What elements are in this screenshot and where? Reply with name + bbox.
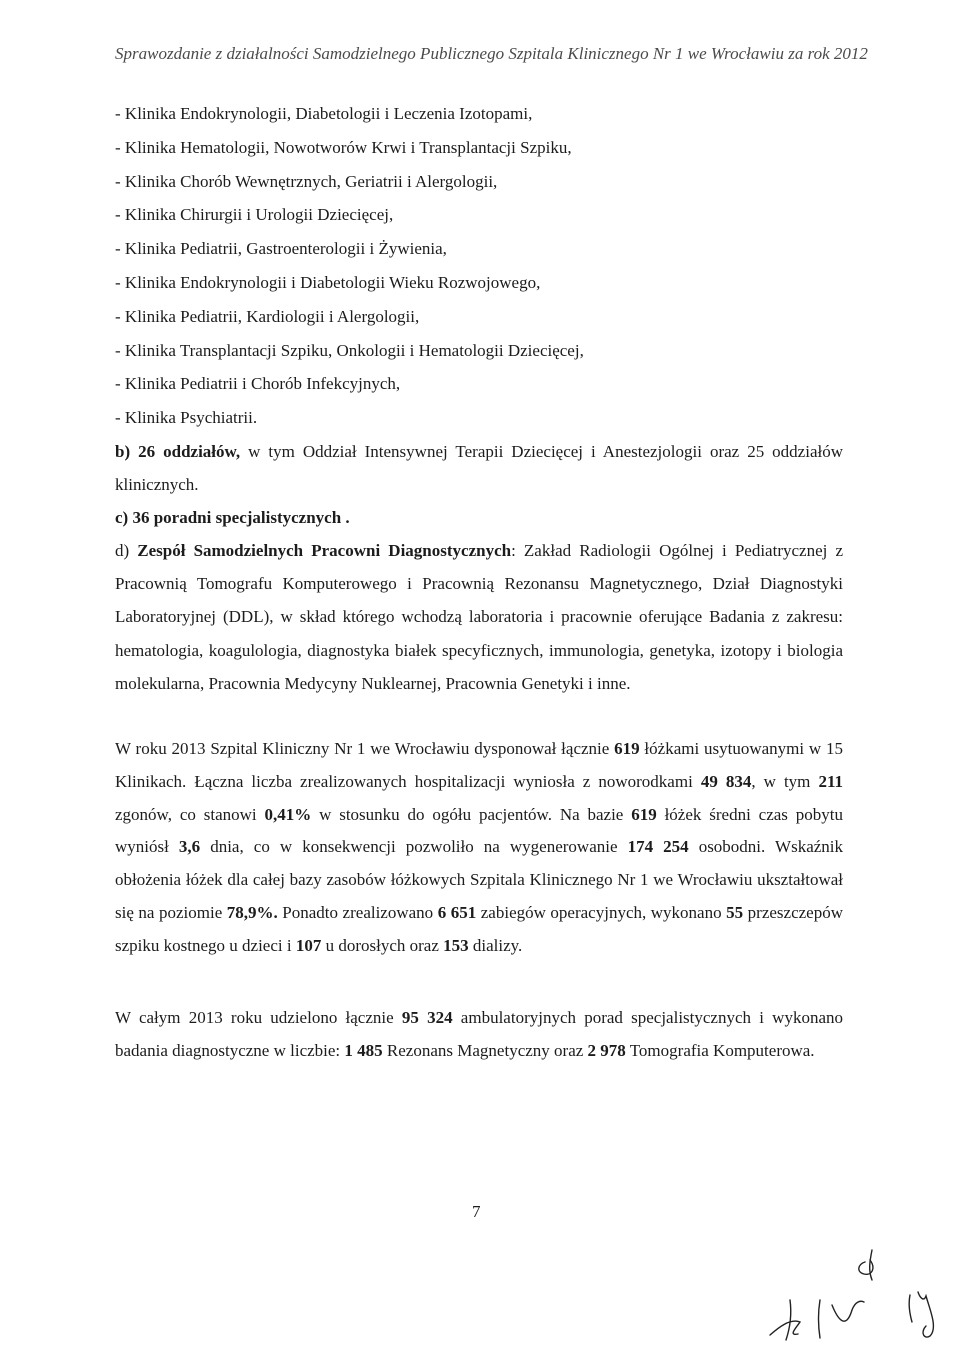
- summary-value: 619: [631, 804, 657, 824]
- list-item: - Klinika Pediatrii, Kardiologii i Alergologii,: [115, 306, 420, 326]
- summary-value: 3,6: [178, 837, 201, 857]
- list-item: - Klinika Psychiatrii.: [115, 408, 258, 428]
- summary-value: 153: [443, 935, 469, 955]
- list-item: - Klinika Chorób Wewnętrznych, Geriatrii i Alergologii,: [115, 171, 498, 191]
- ambulatory-value: 1 485: [344, 1041, 383, 1060]
- ambulatory-value: 95 324: [401, 1008, 453, 1027]
- handwritten-signature: [760, 1240, 950, 1350]
- summary-value: 211: [818, 771, 843, 791]
- ambulatory-text: W całym 2013 roku udzielono łącznie: [115, 1008, 402, 1027]
- section-c: [115, 501, 843, 534]
- list-item: - Klinika Endokrynologii, Diabetologii i Leczenia Izotopami,: [115, 104, 533, 123]
- summary-text: u dorosłych oraz: [321, 935, 444, 955]
- section-b: [115, 435, 843, 501]
- section-b-text: w tym Oddział Intensywnej Terapii Dziecięcej i Anestezjologii oraz 25 oddziałów klinicznych.: [115, 442, 844, 494]
- summary-text: , w tym: [751, 771, 819, 791]
- ambulatory-value: 2 978: [587, 1041, 626, 1060]
- summary-text: zabiegów operacyjnych, wykonano: [476, 902, 727, 922]
- summary-value: 6 651: [437, 902, 477, 922]
- ambulatory-text: Tomografia Komputerowa.: [625, 1041, 815, 1060]
- summary-text: łóżek średni czas pobytu wyniósł: [115, 804, 843, 857]
- page-header: Sprawozdanie z działalności Samodzielnego Publicznego Szpitala Klinicznego Nr 1 we Wrocławiu za rok 2012: [115, 44, 868, 63]
- summary-text: W roku 2013 Szpital Kliniczny Nr 1 we Wrocławiu dysponował łącznie: [115, 739, 615, 758]
- summary-text: dnia, co w konsekwencji pozwoliło na wygenerowanie: [200, 837, 628, 857]
- summary-value: 107: [295, 935, 322, 955]
- summary-text: Ponadto zrealizowano: [277, 902, 438, 922]
- section-c-label: c) 36 poradni specjalistycznych .: [115, 508, 350, 527]
- section-d-prefix: d): [115, 541, 138, 560]
- clinic-list: [115, 97, 845, 435]
- page-number: 7: [472, 1202, 481, 1221]
- summary-text: osobodni. Wskaźnik obłożenia łóżek dla całej bazy zasobów łóżkowych Szpitala Klinicznego Nr 1 we Wrocławiu ukształtował się na poziomie: [115, 837, 844, 922]
- summary-text: zgonów, co stanowi: [115, 804, 265, 824]
- summary-text: w stosunku do ogółu pacjentów. Na bazie: [311, 804, 632, 824]
- list-item: - Klinika Hematologii, Nowotworów Krwi i Transplantacji Szpiku,: [115, 137, 572, 157]
- summary-value: 55: [726, 902, 744, 922]
- list-item: - Klinika Transplantacji Szpiku, Onkologii i Hematologii Dziecięcej,: [115, 340, 584, 360]
- ambulatory-paragraph: [115, 1001, 843, 1067]
- summary-value: 0,41%: [264, 804, 312, 824]
- section-d-title: Zespół Samodzielnych Pracowni Diagnostycznych: [137, 541, 512, 560]
- section-d: [115, 534, 843, 700]
- ambulatory-text: Rezonans Magnetyczny oraz: [382, 1041, 588, 1060]
- summary-value: 174 254: [627, 837, 689, 857]
- summary-text: przeszczepów szpiku kostnego u dzieci i: [115, 902, 843, 955]
- summary-paragraph: [115, 733, 843, 963]
- list-item: - Klinika Pediatrii, Gastroenterologii i Żywienia,: [115, 239, 447, 259]
- summary-value: 49 834: [700, 771, 752, 791]
- list-item: - Klinika Pediatrii i Chorób Infekcyjnych,: [115, 374, 401, 394]
- summary-value: 619: [614, 739, 640, 758]
- summary-text: łóżkami usytuowanymi w 15 Klinikach. Łączna liczba zrealizowanych hospitalizacji wyniosła z noworodkami: [115, 739, 843, 791]
- summary-text: dializy.: [468, 935, 523, 955]
- section-d-text: : Zakład Radiologii Ogólnej i Pediatrycznej z Pracownią Tomografu Komputerowego i Pracownią Rezonansu Magnetycznego, Dział Diagnostyki Laboratoryjnej (DDL), w skład którego wchodzą laboratoria i pracownie oferujące Badania z zakresu: hematologia, koagulologia, diagnostyka białek specyficznych, immunologia, genetyka, izotopy i biologia molekularna, Pracownia Medycyny Nuklearnej, Pracownia Genetyki i inne.: [115, 541, 844, 693]
- list-item: - Klinika Chirurgii i Urologii Dziecięcej,: [115, 205, 394, 225]
- ambulatory-text: ambulatoryjnych porad specjalistycznych i wykonano badania diagnostyczne w liczbie:: [115, 1008, 843, 1060]
- summary-value: 78,9%.: [226, 902, 278, 922]
- list-item: - Klinika Endokrynologii i Diabetologii Wieku Rozwojowego,: [115, 272, 541, 292]
- section-b-label: b) 26 oddziałów,: [115, 442, 241, 461]
